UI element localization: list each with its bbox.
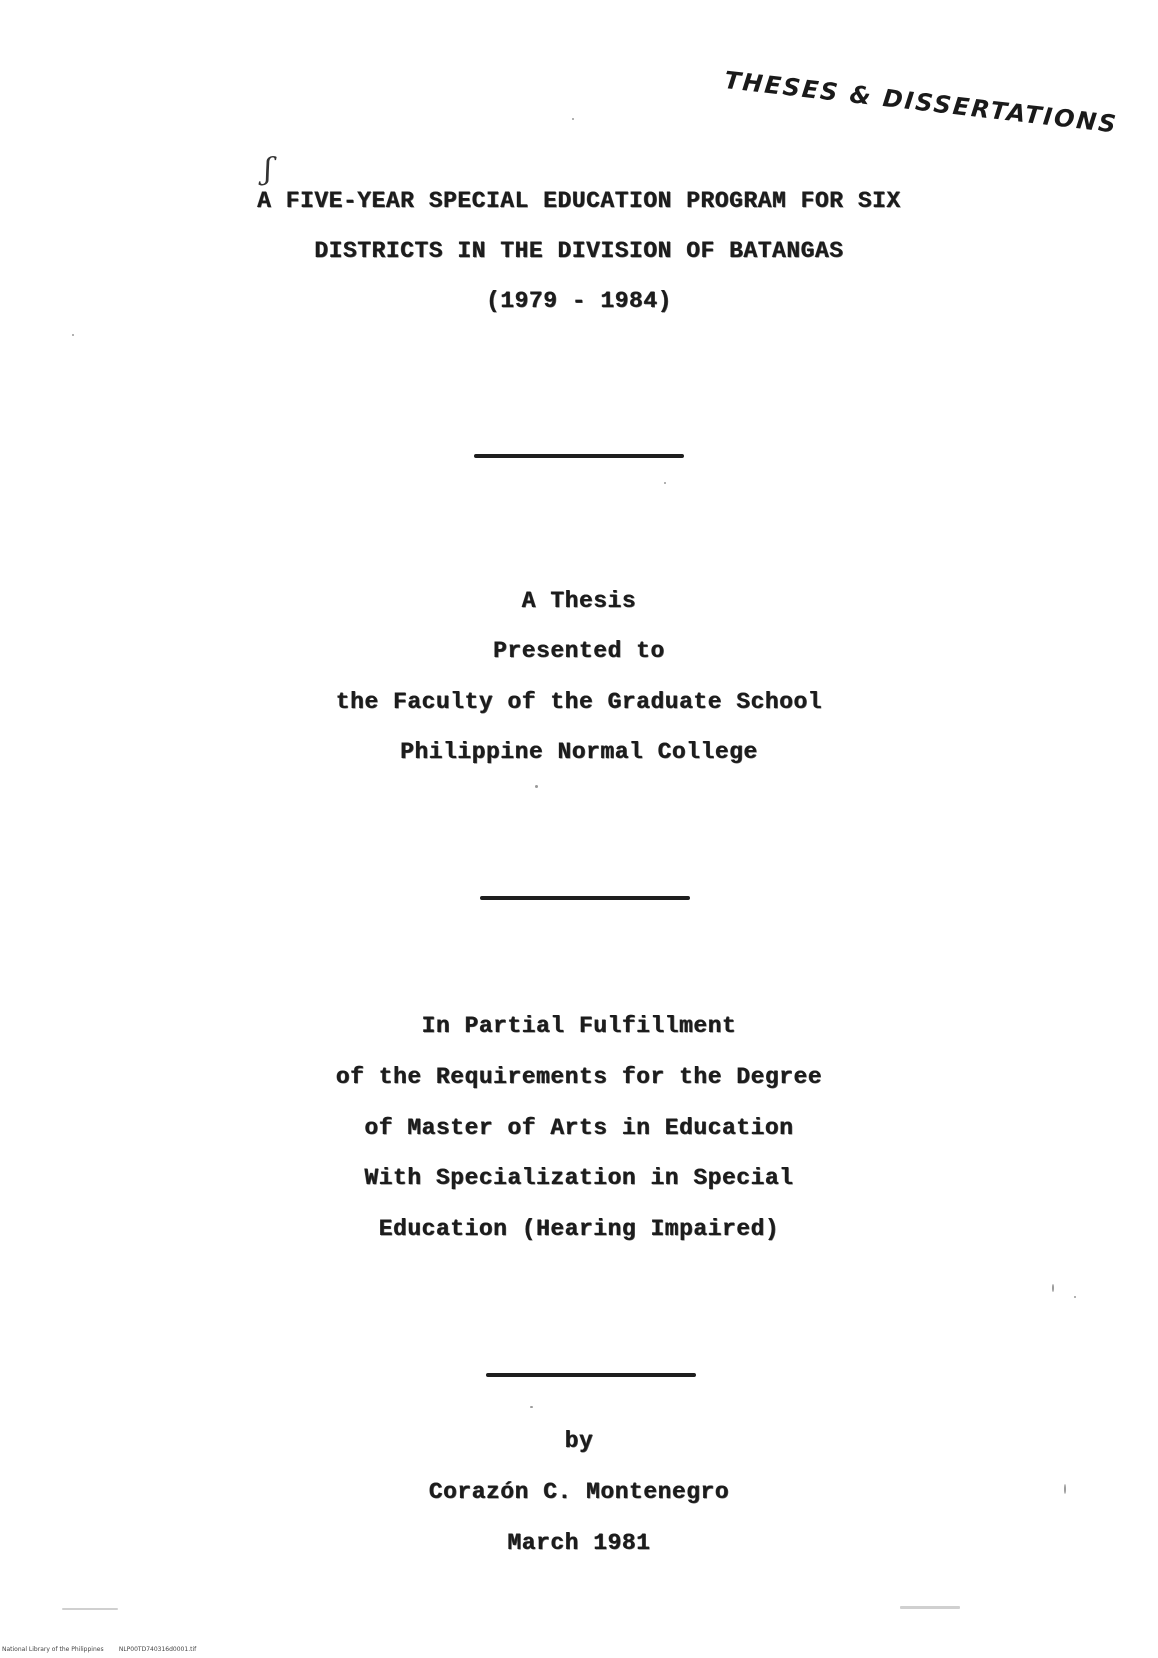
presentation-line-3: the Faculty of the Graduate School bbox=[335, 689, 823, 715]
scan-footer bbox=[2, 1646, 196, 1653]
scan-speck bbox=[572, 118, 574, 120]
presentation-line-2: Presented to bbox=[493, 638, 665, 664]
divider-rule-1 bbox=[474, 454, 684, 458]
fulfillment-line-2: of the Requirements for the Degree bbox=[335, 1064, 823, 1090]
handwritten-mark-icon: ʃ bbox=[264, 152, 273, 187]
fulfillment-line-1: In Partial Fulfillment bbox=[421, 1013, 737, 1039]
title-line-3: (1979 - 1984) bbox=[486, 288, 672, 314]
author-name: Corazón C. Montenegro bbox=[428, 1479, 730, 1505]
divider-rule-2 bbox=[480, 896, 690, 900]
scan-speck bbox=[664, 482, 666, 484]
divider-rule-3 bbox=[486, 1373, 696, 1377]
byline-by: by bbox=[564, 1428, 594, 1454]
scan-speck bbox=[1052, 1284, 1054, 1292]
title-line-2: DISTRICTS IN THE DIVISION OF BATANGAS bbox=[314, 238, 844, 264]
fulfillment-line-3: of Master of Arts in Education bbox=[364, 1115, 794, 1141]
scan-smudge bbox=[900, 1606, 960, 1609]
title-line-1: A FIVE-YEAR SPECIAL EDUCATION PROGRAM FOR SIX bbox=[257, 188, 901, 214]
scan-smudge bbox=[62, 1608, 118, 1610]
presentation-line-4: Philippine Normal College bbox=[400, 739, 758, 765]
fulfillment-line-4: With Specialization in Special bbox=[364, 1165, 794, 1191]
scan-speck bbox=[1074, 1296, 1076, 1298]
fulfillment-line-5: Education (Hearing Impaired) bbox=[378, 1216, 780, 1242]
scan-file-id: NLP00TD740316d0001.tif bbox=[118, 1646, 197, 1653]
scan-speck bbox=[1064, 1484, 1066, 1494]
scan-speck bbox=[535, 785, 538, 788]
library-name: National Library of the Philippines bbox=[2, 1646, 104, 1653]
submission-date: March 1981 bbox=[507, 1530, 651, 1556]
presentation-line-1: A Thesis bbox=[521, 588, 637, 614]
scan-speck bbox=[530, 1406, 533, 1408]
scan-speck bbox=[72, 334, 74, 336]
theses-dissertations-stamp: THESES & DISSERTATIONS bbox=[722, 66, 1120, 139]
